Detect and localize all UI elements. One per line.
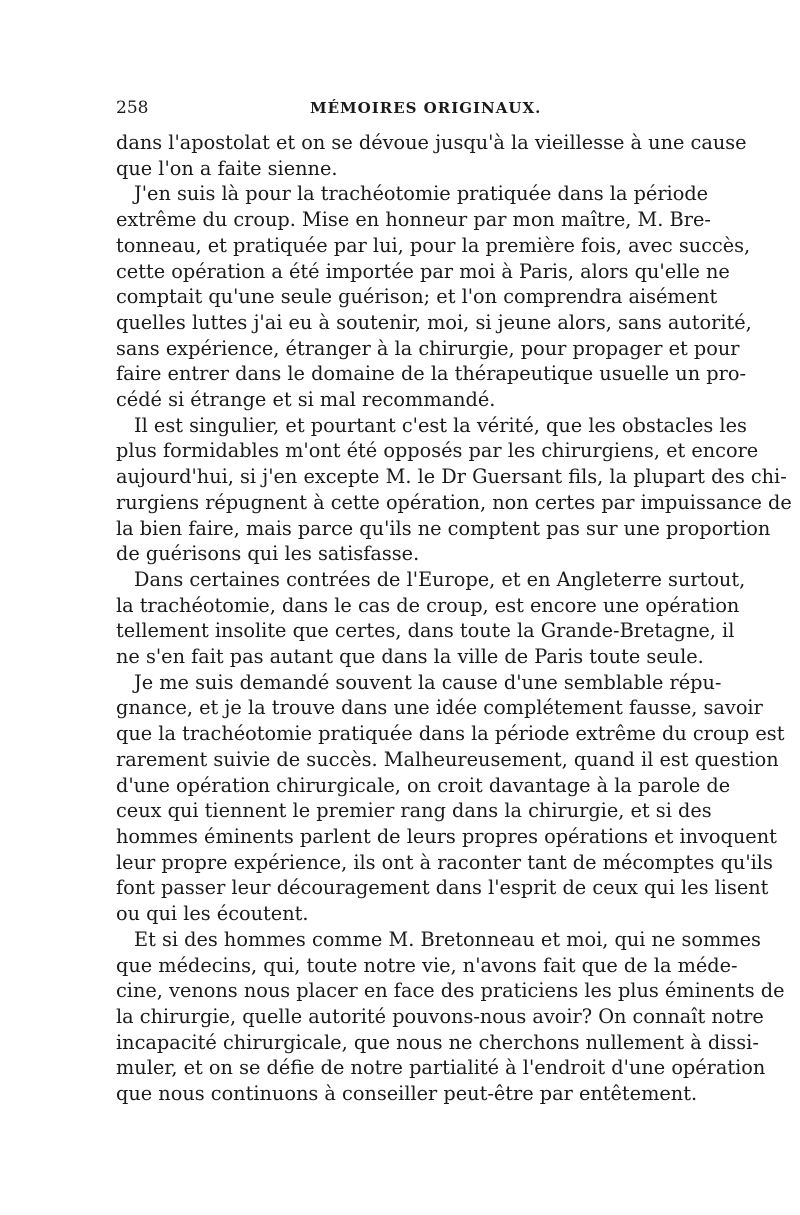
text-line: sans expérience, étranger à la chirurgie, pour propager et pour xyxy=(116,336,740,360)
text-line: tellement insolite que certes, dans toute la Grande-Bretagne, il xyxy=(116,619,735,643)
text-line: J'en suis là pour la trachéotomie pratiquée dans la période xyxy=(134,182,709,206)
paragraph xyxy=(116,181,752,412)
page-header xyxy=(116,98,686,122)
text-line: que nous continuons à conseiller peut-être par entêtement. xyxy=(116,1082,698,1106)
text-line: extrême du croup. Mise en honneur par mon maître, M. Bre- xyxy=(116,208,711,232)
text-line: dans l'apostolat et on se dévoue jusqu'à la vieillesse à une cause xyxy=(116,131,747,154)
text-line: tonneau, et pratiquée par lui, pour la première fois, avec succès, xyxy=(116,233,751,257)
text-line: la bien faire, mais parce qu'ils ne comptent pas sur une proportion xyxy=(116,516,771,540)
text-line: cine, venons nous placer en face des praticiens les plus éminents de xyxy=(116,979,785,1003)
text-line: rarement suivie de succès. Malheureusement, quand il est question xyxy=(116,747,779,771)
body-text xyxy=(116,130,792,1107)
text-line: gnance, et je la trouve dans une idée complétement fausse, savoir xyxy=(116,696,763,720)
paragraph xyxy=(116,927,785,1107)
text-line: Dans certaines contrées de l'Europe, et en Angleterre surtout, xyxy=(134,567,746,591)
text-line: que médecins, qui, toute notre vie, n'avons fait que de la méde- xyxy=(116,953,738,977)
text-line: ou qui les écoutent. xyxy=(116,902,309,926)
text-line: ceux qui tiennent le premier rang dans la chirurgie, et si des xyxy=(116,799,712,823)
text-line: Je me suis demandé souvent la cause d'une semblable répu- xyxy=(134,670,722,694)
text-line: cédé si étrange et si mal recommandé. xyxy=(116,388,496,412)
paragraph xyxy=(116,130,747,181)
text-line: que l'on a faite sienne. xyxy=(116,156,338,180)
paragraph xyxy=(116,567,746,670)
text-line: muler, et on se défie de notre partialité à l'endroit d'une opération xyxy=(116,1056,766,1080)
text-line: font passer leur découragement dans l'esprit de ceux qui les lisent xyxy=(116,876,769,900)
text-line: de guérisons qui les satisfasse. xyxy=(116,542,420,566)
text-line: quelles luttes j'ai eu à soutenir, moi, si jeune alors, sans autorité, xyxy=(116,310,752,334)
text-line: rurgiens répugnent à cette opération, non certes par impuissance de xyxy=(116,490,792,514)
text-line: comptait qu'une seule guérison; et l'on comprendra aisément xyxy=(116,285,718,309)
text-line: incapacité chirurgicale, que nous ne cherchons nullement à dissi- xyxy=(116,1030,759,1054)
text-line: Il est singulier, et pourtant c'est la vérité, que les obstacles les xyxy=(134,413,747,437)
text-line: Et si des hommes comme M. Bretonneau et moi, qui ne sommes xyxy=(134,927,761,951)
text-line: cette opération a été importée par moi à Paris, alors qu'elle ne xyxy=(116,259,730,283)
paragraph xyxy=(116,670,785,927)
text-line: hommes éminents parlent de leurs propres opérations et invoquent xyxy=(116,824,777,848)
text-line: d'une opération chirurgicale, on croit davantage à la parole de xyxy=(116,773,731,797)
text-line: ne s'en fait pas autant que dans la ville de Paris toute seule. xyxy=(116,645,704,669)
running-title: MÉMOIRES ORIGINAUX. xyxy=(310,99,542,117)
paragraph xyxy=(116,413,792,567)
page-number: 258 xyxy=(116,98,149,118)
text-line: leur propre expérience, ils ont à raconter tant de mécomptes qu'ils xyxy=(116,850,773,874)
text-line: la chirurgie, quelle autorité pouvons-nous avoir? On connaît notre xyxy=(116,1004,764,1028)
text-line: la trachéotomie, dans le cas de croup, est encore une opération xyxy=(116,593,740,617)
text-line: plus formidables m'ont été opposés par les chirurgiens, et encore xyxy=(116,439,759,463)
text-line: faire entrer dans le domaine de la thérapeutique usuelle un pro- xyxy=(116,362,746,386)
text-line: aujourd'hui, si j'en excepte M. le Dr Guersant fils, la plupart des chi- xyxy=(116,465,787,489)
text-line: que la trachéotomie pratiquée dans la période extrême du croup est xyxy=(116,722,785,746)
